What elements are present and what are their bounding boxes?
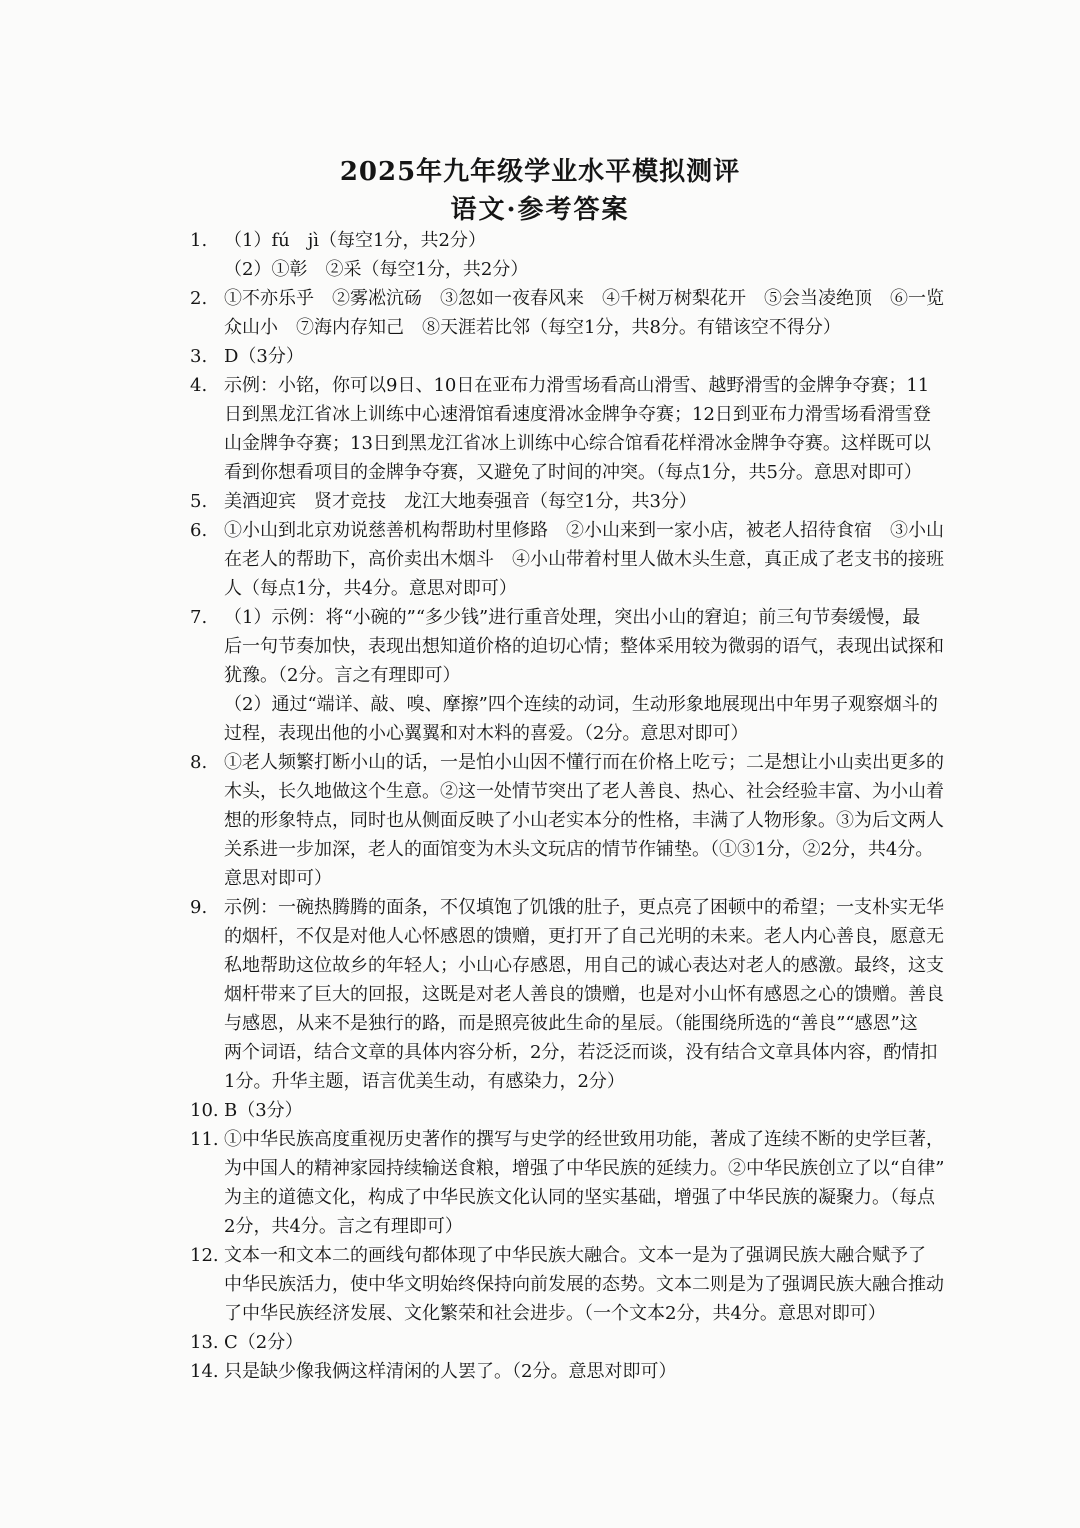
answer-line: 日到黑龙江省冰上训练中心速滑馆看速度滑冰金牌争夺赛；12日到亚布力滑雪场看滑雪登 — [224, 404, 931, 425]
answer-text — [224, 893, 1040, 1096]
answer-line: ①中华民族高度重视历史著作的撰写与史学的经世致用功能，著成了连续不断的史学巨著， — [224, 1129, 944, 1150]
answer-line: 1分。升华主题，语言优美生动，有感染力，2分） — [224, 1071, 625, 1092]
answer-number: 8. — [190, 752, 208, 773]
answer-item — [190, 226, 1040, 284]
answer-line: 了中华民族经济发展、文化繁荣和社会进步。（一个文本2分，共4分。意思对即可） — [224, 1303, 886, 1324]
answer-line: 示例：一碗热腾腾的面条，不仅填饱了饥饿的肚子，更点亮了困顿中的希望；一支朴实无华 — [224, 897, 944, 918]
answer-text — [224, 1328, 1040, 1357]
answer-text — [224, 226, 1040, 284]
answer-line: 看到你想看项目的金牌争夺赛，又避免了时间的冲突。（每点1分，共5分。意思对即可） — [224, 462, 922, 483]
answer-text — [224, 284, 1040, 342]
answer-number: 7. — [190, 607, 208, 628]
answer-line: ①老人频繁打断小山的话，一是怕小山因不懂行而在价格上吃亏；二是想让小山卖出更多的 — [224, 752, 944, 773]
answer-line: 示例：小铭，你可以9日、10日在亚布力滑雪场看高山滑雪、越野滑雪的金牌争夺赛；11 — [224, 375, 930, 396]
answer-line: 文本一和文本二的画线句都体现了中华民族大融合。文本一是为了强调民族大融合赋予了 — [224, 1245, 926, 1266]
answer-item — [190, 1328, 1040, 1357]
answer-number: 1. — [190, 230, 208, 251]
answer-number: 10. — [190, 1100, 219, 1121]
answer-number: 6. — [190, 520, 208, 541]
answer-line: 在老人的帮助下，高价卖出木烟斗 ④小山带着村里人做木头生意，真正成了老支书的接班 — [224, 549, 944, 570]
answer-number: 2. — [190, 288, 208, 309]
answer-text — [224, 1125, 1040, 1241]
answer-line: （1）示例：将“小碗的”“多少钱”进行重音处理，突出小山的窘迫；前三句节奏缓慢，最 — [224, 607, 921, 628]
answer-line: 的烟杆，不仅是对他人心怀感恩的馈赠，更打开了自己光明的未来。老人内心善良，愿意无 — [224, 926, 944, 947]
answer-line: 与感恩，从来不是独行的路，而是照亮彼此生命的星辰。（能围绕所选的“善良”“感恩”这 — [224, 1013, 918, 1034]
answer-line: ①小山到北京劝说慈善机构帮助村里修路 ②小山来到一家小店，被老人招待食宿 ③小山 — [224, 520, 944, 541]
answer-text — [224, 1096, 1040, 1125]
answer-line: 私地帮助这位故乡的年轻人；小山心存感恩，用自己的诚心表达对老人的感激。最终，这支 — [224, 955, 944, 976]
page-subtitle: 语文·参考答案 — [450, 195, 630, 225]
answer-line: 2分，共4分。言之有理即可） — [224, 1216, 463, 1237]
answer-item — [190, 371, 1040, 487]
answer-line: 过程，表现出他的小心翼翼和对木料的喜爱。（2分。意思对即可） — [224, 723, 749, 744]
answer-line: 想的形象特点，同时也从侧面反映了小山老实本分的性格，丰满了人物形象。③为后文两人 — [224, 810, 944, 831]
answer-line: 意思对即可） — [224, 868, 332, 889]
answer-number: 11. — [190, 1129, 219, 1150]
answer-number: 12. — [190, 1245, 219, 1266]
answer-item — [190, 748, 1040, 893]
answer-text — [224, 342, 1040, 371]
answer-number: 3. — [190, 346, 208, 367]
answer-number: 14. — [190, 1361, 219, 1382]
answer-text — [224, 1241, 1040, 1328]
answer-line: 关系进一步加深，老人的面馆变为木头文玩店的情节作铺垫。（①③1分，②2分，共4分。 — [224, 839, 934, 860]
answer-line: 众山小 ⑦海内存知己 ⑧天涯若比邻（每空1分，共8分。有错该空不得分） — [224, 317, 841, 338]
answer-line: （1）fú jì（每空1分，共2分） — [224, 230, 486, 251]
answer-line: （2）①彰 ②采（每空1分，共2分） — [224, 259, 529, 280]
answer-line: 两个词语，结合文章的具体内容分析，2分，若泛泛而谈，没有结合文章具体内容，酌情扣 — [224, 1042, 938, 1063]
answer-item — [190, 893, 1040, 1096]
answer-text — [224, 371, 1040, 487]
answer-line: 犹豫。（2分。言之有理即可） — [224, 665, 461, 686]
answer-line: 烟杆带来了巨大的回报，这既是对老人善良的馈赠，也是对小山怀有感恩之心的馈赠。善良 — [224, 984, 944, 1005]
answer-text — [224, 748, 1040, 893]
answer-list — [190, 226, 1040, 1386]
page-title: 2025年九年级学业水平模拟测评 — [339, 157, 741, 187]
answer-line: 中华民族活力，使中华文明始终保持向前发展的态势。文本二则是为了强调民族大融合推动 — [224, 1274, 944, 1295]
answer-text — [224, 1357, 1040, 1386]
answer-text — [224, 603, 1040, 748]
answer-item — [190, 1357, 1040, 1386]
answer-number: 5. — [190, 491, 208, 512]
answer-number: 13. — [190, 1332, 219, 1353]
answer-number: 4. — [190, 375, 208, 396]
answer-line: 为主的道德文化，构成了中华民族文化认同的坚实基础，增强了中华民族的凝聚力。（每点 — [224, 1187, 935, 1208]
answer-item — [190, 1125, 1040, 1241]
answer-line: 木头，长久地做这个生意。②这一处情节突出了老人善良、热心、社会经验丰富、为小山着 — [224, 781, 944, 802]
answer-line: （2）通过“端详、敲、嗅、摩擦”四个连续的动词，生动形象地展现出中年男子观察烟斗的 — [224, 694, 938, 715]
answer-line: 美酒迎宾 贤才竞技 龙江大地奏强音（每空1分，共3分） — [224, 491, 697, 512]
answer-line: 只是缺少像我俩这样清闲的人罢了。（2分。意思对即可） — [224, 1361, 677, 1382]
answer-item — [190, 487, 1040, 516]
answer-text — [224, 487, 1040, 516]
answer-number: 9. — [190, 897, 208, 918]
answer-text — [224, 516, 1040, 603]
answer-line: 人（每点1分，共4分。意思对即可） — [224, 578, 517, 599]
answer-line: ①不亦乐乎 ②雾凇沆砀 ③忽如一夜春风来 ④千树万树梨花开 ⑤会当凌绝顶 ⑥一览 — [224, 288, 944, 309]
answer-item — [190, 284, 1040, 342]
answer-line: 后一句节奏加快，表现出想知道价格的迫切心情；整体采用较为微弱的语气，表现出试探和 — [224, 636, 944, 657]
answer-item — [190, 1241, 1040, 1328]
answer-line: C（2分） — [224, 1332, 304, 1353]
answer-item — [190, 342, 1040, 371]
answer-item — [190, 516, 1040, 603]
answer-item — [190, 603, 1040, 748]
answer-item — [190, 1096, 1040, 1125]
answer-line: B（3分） — [224, 1100, 303, 1121]
answer-line: 山金牌争夺赛；13日到黑龙江省冰上训练中心综合馆看花样滑冰金牌争夺赛。这样既可以 — [224, 433, 931, 454]
answer-line: D（3分） — [224, 346, 304, 367]
answer-line: 为中国人的精神家园持续输送食粮，增强了中华民族的延续力。②中华民族创立了以“自律” — [224, 1158, 945, 1179]
